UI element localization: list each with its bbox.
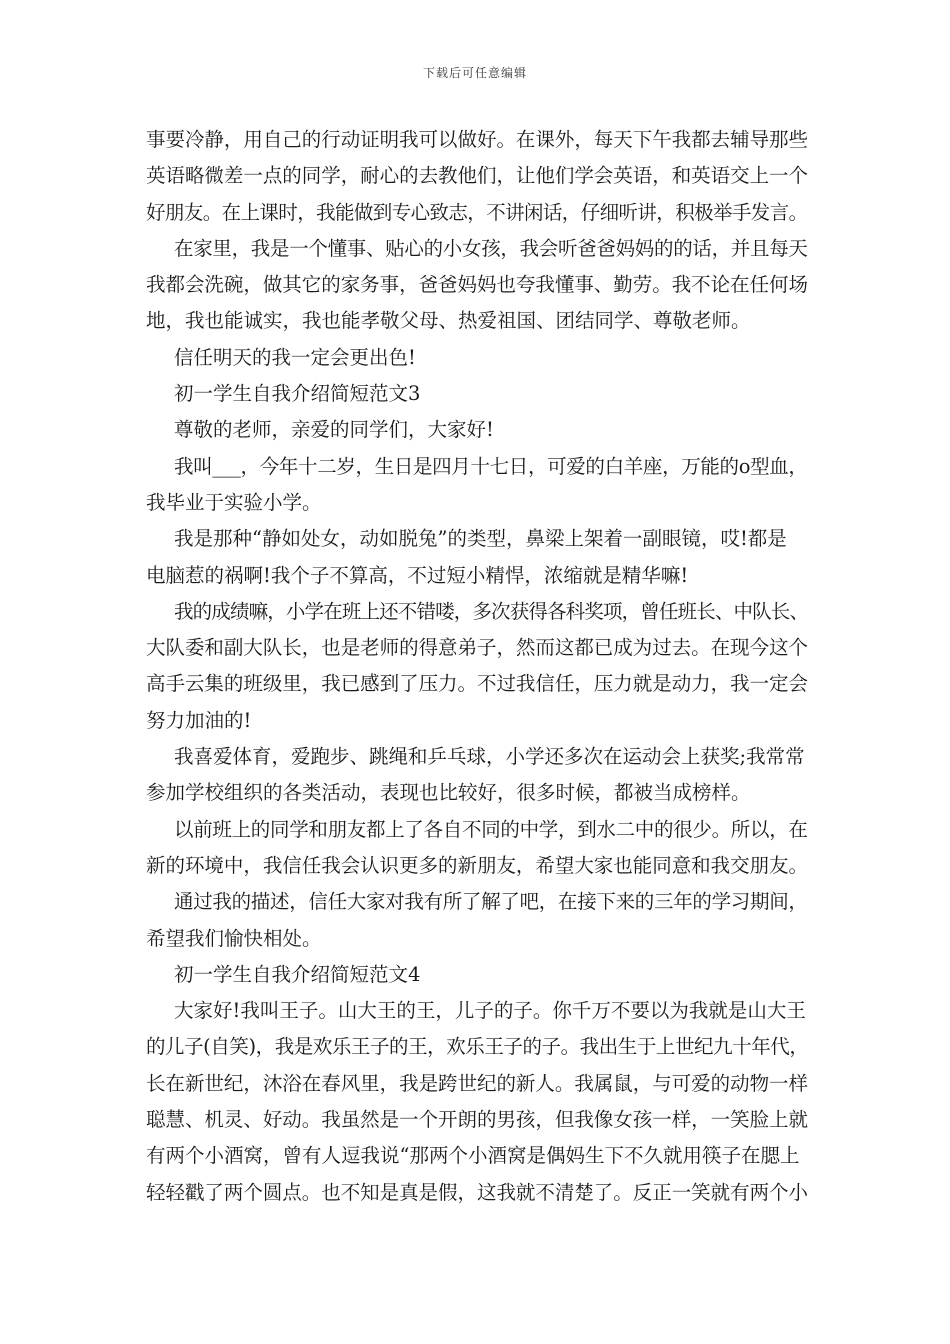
text-line: 参加学校组织的各类活动，表现也比较好，很多时候，都被当成榜样。 [146, 781, 751, 805]
text-line: 长在新世纪，沐浴在春风里，我是跨世纪的新人。我属鼠，与可爱的动物一样 [146, 1071, 808, 1095]
text-line: 努力加油的! [146, 708, 252, 732]
text-line: 好朋友。在上课时，我能做到专心致志，不讲闲话，仔细听讲，积极举手发言。 [146, 200, 808, 224]
text-line: 我喜爱体育，爱跑步、跳绳和乒乓球，小学还多次在运动会上获奖;我常常 [174, 745, 805, 769]
text-line: 事要冷静，用自己的行动证明我可以做好。在课外，每天下午我都去辅导那些 [146, 128, 808, 151]
text-line: 大家好!我叫王子。山大王的王，儿子的子。你千万不要以为我就是山大王 [174, 999, 806, 1023]
text-line: 我毕业于实验小学。 [146, 490, 322, 514]
text-line: 尊敬的老师，亲爱的同学们，大家好! [174, 418, 494, 442]
text-line: 我的成绩嘛，小学在班上还不错喽，多次获得各科奖项，曾任班长、中队长、 [174, 599, 809, 623]
text-line: 新的环境中，我信任我会认识更多的新朋友，希望大家也能同意和我交朋友。 [146, 853, 808, 877]
text-line: 我是那种“静如处女，动如脱兔”的类型，鼻梁上架着一副眼镜，哎!都是 [174, 527, 787, 551]
text-line: 的儿子(自笑)，我是欢乐王子的王，欢乐王子的子。我出生于上世纪九十年代， [146, 1035, 809, 1059]
page-header: 下载后可任意编辑 [422, 66, 527, 80]
text-line: 地，我也能诚实，我也能孝敬父母、热爱祖国、团结同学、尊敬老师。 [146, 309, 751, 333]
text-line: 大队委和副大队长，也是老师的得意弟子，然而这都已成为过去。在现今这个 [146, 636, 808, 660]
text-line: 聪慧、机灵、好动。我虽然是一个开朗的男孩，但我像女孩一样，一笑脸上就 [146, 1108, 808, 1132]
text-line: 通过我的描述，信任大家对我有所了解了吧，在接下来的三年的学习期间， [174, 890, 808, 914]
text-line: 英语略微差一点的同学，耐心的去教他们，让他们学会英语，和英语交上一个 [146, 164, 808, 188]
text-line: 有两个小酒窝，曾有人逗我说“那两个小酒窝是偶妈生下不久就用筷子在腮上 [146, 1144, 800, 1168]
text-line: 希望我们愉快相处。 [146, 926, 322, 950]
text-line: 初一学生自我介绍简短范文4 [174, 962, 421, 986]
text-line: 初一学生自我介绍简短范文3 [174, 382, 421, 406]
text-line: 我都会洗碗，做其它的家务事，爸爸妈妈也夸我懂事、勤劳。我不论在任何场 [146, 273, 808, 297]
text-line: 电脑惹的祸啊!我个子不算高，不过短小精悍，浓缩就是精华嘛! [146, 563, 689, 587]
text-line: 我叫___，今年十二岁，生日是四月十七日，可爱的白羊座，万能的o型血， [174, 454, 808, 478]
text-line: 高手云集的班级里，我已感到了压力。不过我信任，压力就是动力，我一定会 [146, 672, 808, 696]
text-line: 信任明天的我一定会更出色! [174, 345, 416, 369]
text-line: 在家里，我是一个懂事、贴心的小女孩，我会听爸爸妈妈的的话，并且每天 [174, 236, 808, 260]
text-line: 以前班上的同学和朋友都上了各自不同的中学，到水二中的很少。所以，在 [174, 817, 808, 841]
text-line: 轻轻戳了两个圆点。也不知是真是假，这我就不清楚了。反正一笑就有两个小 [146, 1180, 808, 1204]
document-body [146, 122, 808, 1211]
